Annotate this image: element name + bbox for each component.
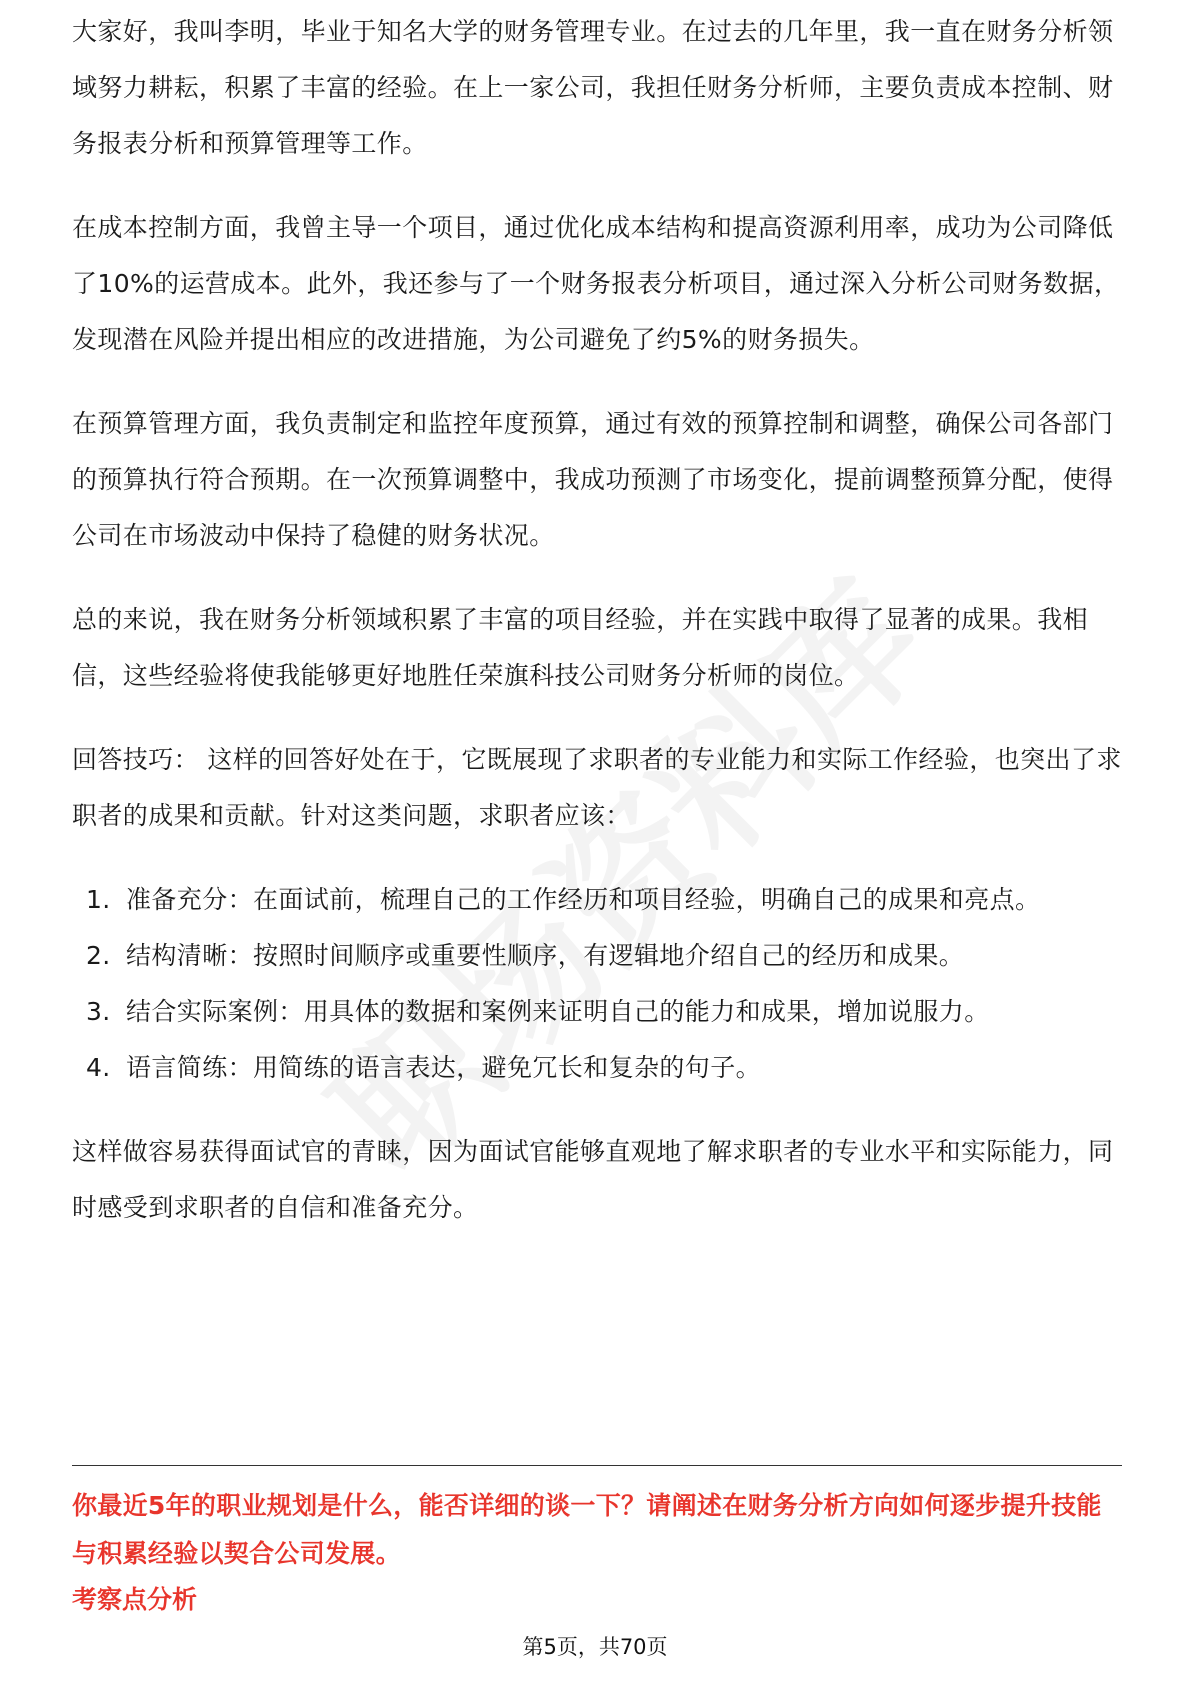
tips-list [72, 872, 1122, 1096]
list-number: 2. [86, 941, 111, 970]
list-item [72, 928, 1122, 984]
closing-paragraph: 这样做容易获得面试官的青睐，因为面试官能够直观地了解求职者的专业水平和实际能力，同时感受到求职者的自信和准备充分。 [72, 1137, 1114, 1222]
page-footer: 第5页，共70页 [522, 1635, 668, 1659]
list-item [72, 872, 1122, 928]
answer-paragraph-cost-control: 在成本控制方面，我曾主导一个项目，通过优化成本结构和提高资源利用率，成功为公司降低了10%的运营成本。此外，我还参与了一个财务报表分析项目，通过深入分析公司财务数据，发现潜在风险并提出相应的改进措施，为公司避免了约5%的财务损失。 [72, 213, 1120, 354]
section-divider [72, 1465, 1122, 1466]
section-heading: 考察点分析 [72, 1585, 198, 1614]
next-question-heading: 你最近5年的职业规划是什么，能否详细的谈一下？请阐述在财务分析方向如何逐步提升技能与积累经验以契合公司发展。 [72, 1491, 1102, 1568]
list-item [72, 1040, 1122, 1096]
list-item [72, 984, 1122, 1040]
answer-tips-intro: 回答技巧： 这样的回答好处在于，它既展现了求职者的专业能力和实际工作经验，也突出了求职者的成果和贡献。针对这类问题，求职者应该： [72, 745, 1122, 830]
answer-paragraph-summary: 总的来说，我在财务分析领域积累了丰富的项目经验，并在实践中取得了显著的成果。我相信，这些经验将使我能够更好地胜任荣旗科技公司财务分析师的岗位。 [72, 605, 1089, 690]
list-number: 4. [86, 1053, 111, 1082]
list-text: 结构清晰：按照时间顺序或重要性顺序，有逻辑地介绍自己的经历和成果。 [126, 941, 965, 970]
list-number: 1. [86, 885, 111, 914]
answer-paragraph-intro: 大家好，我叫李明，毕业于知名大学的财务管理专业。在过去的几年里，我一直在财务分析领域努力耕耘，积累了丰富的经验。在上一家公司，我担任财务分析师，主要负责成本控制、财务报表分析和预算管理等工作。 [72, 17, 1114, 158]
list-text: 结合实际案例：用具体的数据和案例来证明自己的能力和成果，增加说服力。 [126, 997, 990, 1026]
list-number: 3. [86, 997, 111, 1026]
list-text: 准备充分：在面试前，梳理自己的工作经历和项目经验，明确自己的成果和亮点。 [126, 885, 1041, 914]
answer-body [72, 17, 1122, 1264]
list-text: 语言简练：用简练的语言表达，避免冗长和复杂的句子。 [126, 1053, 762, 1082]
answer-paragraph-budget: 在预算管理方面，我负责制定和监控年度预算，通过有效的预算控制和调整，确保公司各部门的预算执行符合预期。在一次预算调整中，我成功预测了市场变化，提前调整预算分配，使得公司在市场波动中保持了稳健的财务状况。 [72, 409, 1114, 550]
